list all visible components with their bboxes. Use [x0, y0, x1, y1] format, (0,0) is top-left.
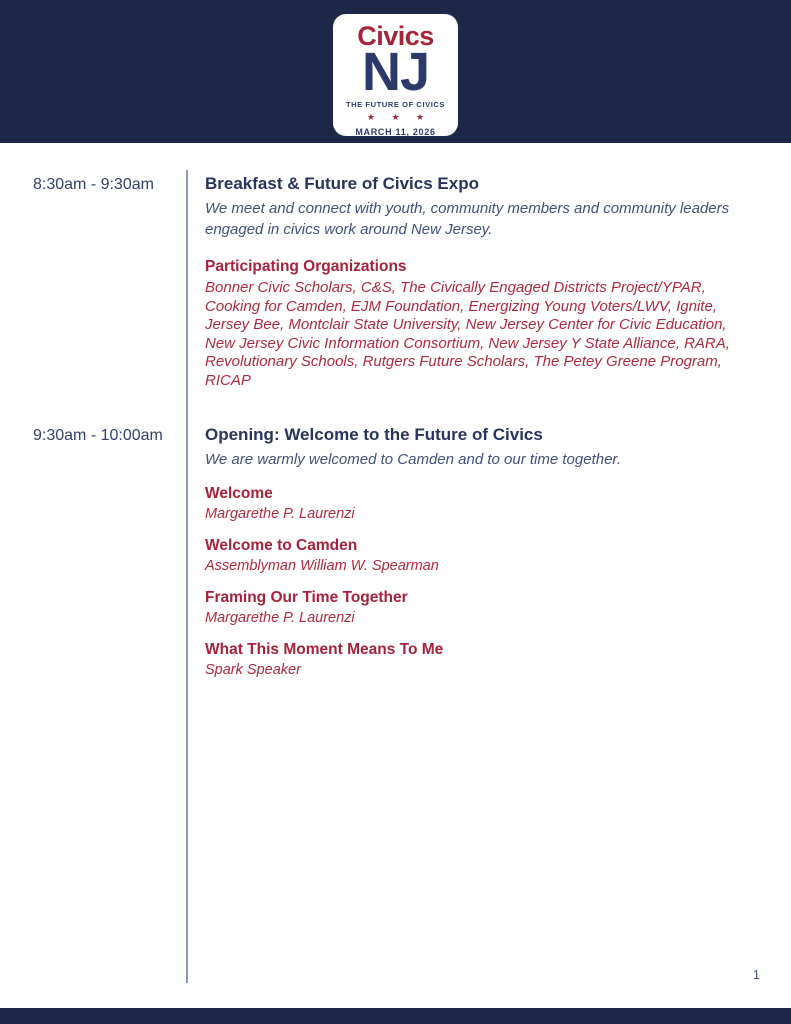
- session-content: [186, 424, 744, 680]
- session-row-breakfast: [0, 173, 791, 390]
- logo-wordmark-civics: Civics: [357, 20, 434, 51]
- agenda-item-heading: Welcome to Camden: [205, 537, 358, 554]
- session-description: We meet and connect with youth, community members and community leaders engaged in civics work around New Jersey.: [205, 200, 730, 238]
- agenda-item-speaker: Assemblyman William W. Spearman: [205, 558, 439, 574]
- agenda-item-heading: Welcome: [205, 485, 273, 502]
- session-row-opening: [0, 424, 791, 680]
- schedule-body: [0, 143, 791, 680]
- logo-tagline: THE FUTURE OF CIVICS: [345, 99, 446, 109]
- agenda-item: [205, 588, 744, 628]
- participating-organizations-heading: Participating Organizations: [205, 258, 407, 275]
- participating-organizations-list: Bonner Civic Scholars, C&S, The Civically Engaged Districts Project/YPAR, Cooking for Camden, EJM Foundation, Energizing Young Voters/LWV, Ignite, Jersey Bee, Montclair State University, New Jersey Center for Civic Education, New Jersey Civic Information Consortium, New Jersey Y State Alliance, RARA, Revolutionary Schools, Rutgers Future Scholars, The Petey Greene Program, RICAP: [205, 279, 730, 389]
- footer-band: [0, 1008, 791, 1024]
- agenda-item-heading: What This Moment Means To Me: [205, 641, 444, 658]
- stars-icon: ★ ★ ★: [366, 111, 432, 122]
- session-description: We are warmly welcomed to Camden and to our time together.: [205, 451, 622, 468]
- timeline-divider: [186, 170, 188, 983]
- logo-wordmark-nj: NJ: [361, 41, 430, 102]
- agenda-item: [205, 640, 744, 680]
- page-number: 1: [752, 967, 760, 982]
- session-time: 9:30am - 10:00am: [33, 427, 163, 444]
- agenda-item-speaker: Margarethe P. Laurenzi: [205, 610, 355, 626]
- agenda-item-speaker: Margarethe P. Laurenzi: [205, 506, 355, 522]
- header-band: [0, 0, 791, 143]
- session-title: Breakfast & Future of Civics Expo: [205, 174, 479, 193]
- agenda-item: [205, 484, 744, 524]
- session-content: [186, 173, 744, 390]
- session-time: 8:30am - 9:30am: [33, 176, 154, 193]
- logo-event-date: MARCH 11, 2026: [355, 126, 436, 137]
- agenda-item-speaker: Spark Speaker: [205, 662, 301, 678]
- session-title: Opening: Welcome to the Future of Civics: [205, 425, 543, 444]
- agenda-item-heading: Framing Our Time Together: [205, 589, 408, 606]
- civics-nj-logo: [333, 14, 458, 136]
- agenda-item: [205, 536, 744, 576]
